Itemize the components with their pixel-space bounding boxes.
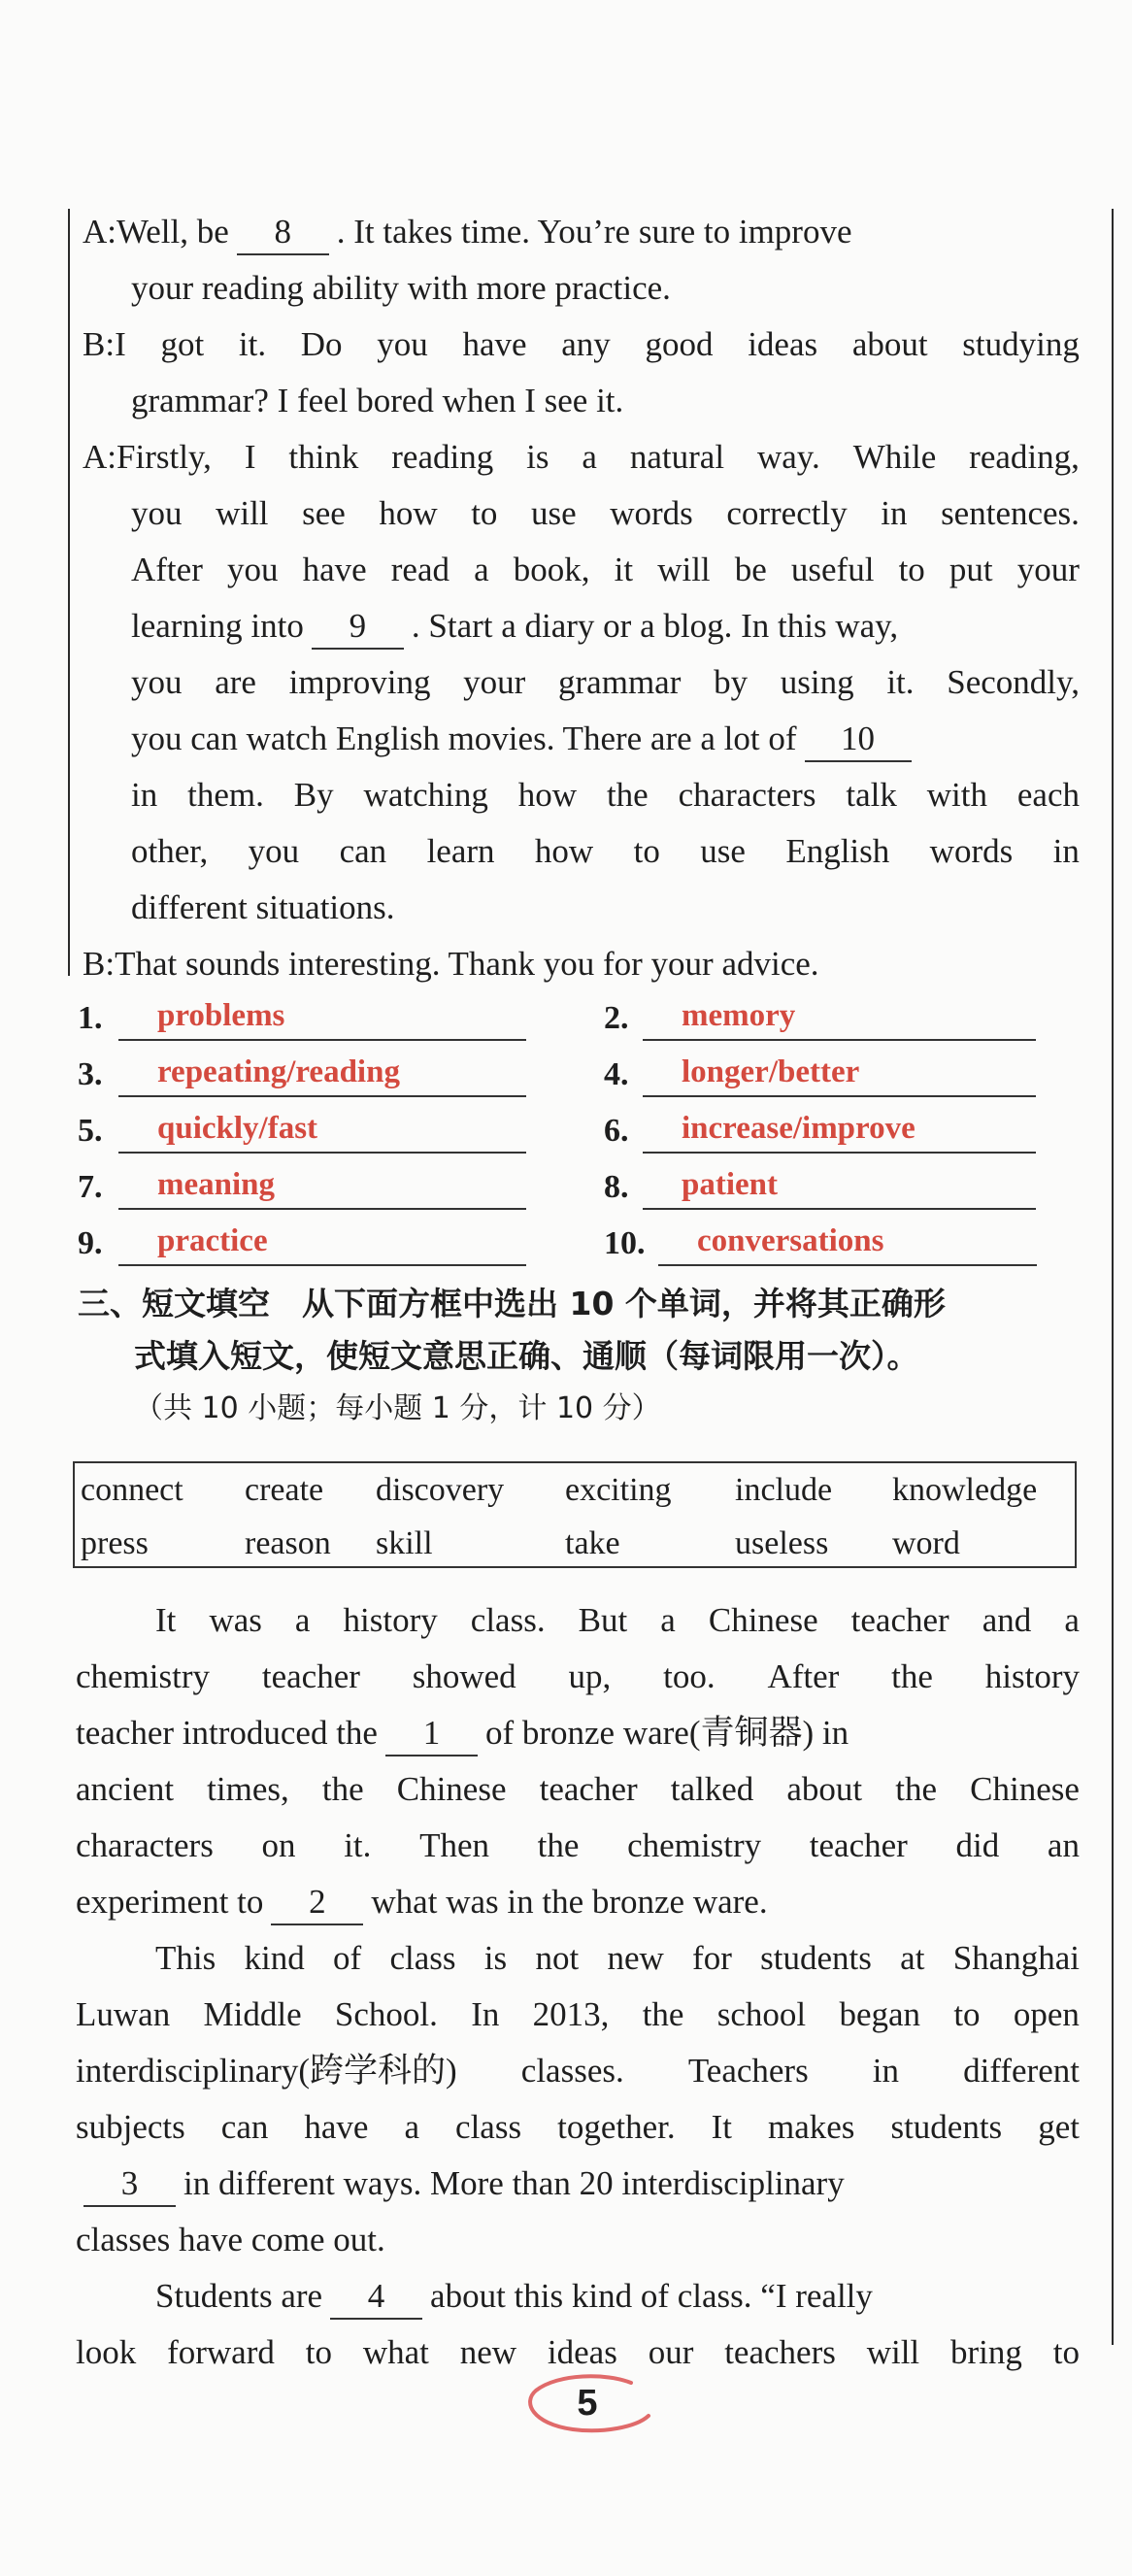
word: what: [362, 2333, 429, 2371]
word: have: [462, 325, 527, 363]
word: of: [333, 1939, 362, 1977]
word: students: [890, 2108, 1003, 2146]
word: way.: [757, 438, 820, 476]
word: the: [606, 776, 649, 814]
word: book,: [513, 551, 590, 588]
text-line: [76, 1818, 1080, 1874]
line-text: in different ways. More than 20 interdisciplinary: [183, 2164, 845, 2202]
word: teachers: [724, 2333, 836, 2371]
word: bring: [950, 2333, 1022, 2371]
word: makes: [768, 2108, 855, 2146]
word: It: [155, 1601, 177, 1639]
word: read: [390, 551, 449, 588]
word: history: [984, 1657, 1080, 1695]
word-bank-word: take: [565, 1525, 620, 1561]
answer-number: 7.: [78, 1169, 103, 1205]
word: to: [305, 2333, 332, 2371]
answer-row: [0, 1103, 1132, 1159]
word: other,: [131, 832, 209, 870]
text-line: different situations.: [131, 888, 395, 926]
text-line: [131, 598, 1132, 654]
word: Shanghai: [952, 1939, 1080, 1977]
word: English: [785, 832, 890, 870]
word: it.: [344, 1826, 372, 1864]
word: it.: [886, 663, 915, 701]
line-text: A:Well, be: [83, 213, 229, 251]
word: words: [610, 494, 693, 532]
word: words: [929, 832, 1014, 870]
word: about: [786, 1770, 863, 1808]
word: In: [471, 1995, 500, 2033]
word-bank-word: create: [245, 1472, 324, 1508]
word: teacher: [539, 1770, 638, 1808]
word: the: [895, 1770, 938, 1808]
word: did: [955, 1826, 1000, 1864]
word: together.: [557, 2108, 676, 2146]
word: the: [537, 1826, 580, 1864]
word: with: [926, 776, 987, 814]
word: by: [714, 663, 749, 701]
word: Secondly,: [947, 663, 1080, 701]
word: While: [852, 438, 937, 476]
word-bank-word: include: [735, 1472, 833, 1508]
word: a: [474, 551, 489, 588]
word: how: [517, 776, 578, 814]
word: improving: [288, 663, 431, 701]
word: subjects: [76, 2108, 185, 2146]
line-text: teacher introduced the: [76, 1714, 378, 1752]
word: and: [982, 1601, 1032, 1639]
word: watching: [363, 776, 488, 814]
word: times,: [207, 1770, 289, 1808]
word: was: [209, 1601, 262, 1639]
word: B:I: [83, 325, 126, 363]
word: the: [891, 1657, 933, 1695]
word: students: [760, 1939, 872, 1977]
blank-number: 3: [83, 2162, 176, 2207]
word: to: [953, 1995, 981, 2033]
word: good: [645, 325, 714, 363]
word: teacher: [809, 1826, 908, 1864]
answer-value: increase/improve: [643, 1103, 1036, 1154]
word: to: [633, 832, 660, 870]
word: an: [1047, 1826, 1080, 1864]
word: a: [1064, 1601, 1080, 1639]
word: A:Firstly,: [83, 438, 212, 476]
section-title-line-1: 三、短文填空 从下面方框中选出 10 个单词，并将其正确形: [78, 1285, 946, 1322]
text-line: [155, 2268, 1132, 2325]
word: Do: [300, 325, 343, 363]
word: class: [455, 2108, 522, 2146]
word: how: [534, 832, 594, 870]
word: After: [767, 1657, 840, 1695]
answer-row: [0, 1216, 1132, 1272]
answer-number: 1.: [78, 1000, 103, 1036]
text-line: [131, 485, 1080, 542]
answer-number: 4.: [604, 1056, 629, 1092]
text-line: [76, 2099, 1080, 2156]
word: new: [459, 2333, 517, 2371]
word: Middle: [203, 1995, 302, 2033]
word: ideas: [748, 325, 818, 363]
word: forward: [167, 2333, 275, 2371]
blank-number: 4: [330, 2275, 422, 2320]
text-line: [76, 1987, 1080, 2043]
word: reading,: [969, 438, 1080, 476]
left-margin-rule: [68, 209, 70, 976]
word-bank-word: word: [892, 1525, 960, 1561]
word-bank-word: skill: [376, 1525, 433, 1561]
word: the: [321, 1770, 364, 1808]
word: This: [155, 1939, 216, 1977]
word: different: [963, 2052, 1080, 2090]
answer-value: conversations: [658, 1216, 1037, 1266]
word: Luwan: [76, 1995, 171, 2033]
word: using: [780, 663, 854, 701]
word: have: [304, 2108, 369, 2146]
word: you: [248, 832, 300, 870]
word: is: [483, 1939, 508, 1977]
word: will: [216, 494, 269, 532]
word: Then: [419, 1826, 489, 1864]
word: Chinese: [396, 1770, 507, 1808]
word: chemistry: [627, 1826, 762, 1864]
line-text: you can watch English movies. There are a lot of: [131, 719, 797, 757]
word: classes.: [520, 2052, 624, 2090]
word: is: [526, 438, 549, 476]
word: learn: [426, 832, 495, 870]
text-line: grammar? I feel bored when I see it.: [131, 382, 624, 419]
answer-number: 9.: [78, 1225, 103, 1261]
answer-row: [0, 990, 1132, 1047]
text-line: [76, 2043, 1080, 2099]
text-line: [83, 204, 1132, 260]
word-bank-word: press: [81, 1525, 149, 1561]
page-number: 5: [577, 2383, 598, 2424]
word: a: [294, 1601, 311, 1639]
word-bank-word: useless: [735, 1525, 829, 1561]
word: it.: [238, 325, 267, 363]
line-text: . Start a diary or a blog. In this way,: [411, 607, 899, 645]
word: to: [1052, 2333, 1080, 2371]
answer-value: repeating/reading: [118, 1047, 526, 1097]
word: a: [404, 2108, 420, 2146]
line-text: . It takes time. You’re sure to improve: [336, 213, 852, 251]
word: teacher: [261, 1657, 360, 1695]
answer-row: [0, 1159, 1132, 1216]
text-line: [131, 823, 1080, 880]
line-text: learning into: [131, 607, 304, 645]
word: reading: [391, 438, 494, 476]
word: But: [578, 1601, 628, 1639]
word: ideas: [547, 2333, 617, 2371]
word: can: [339, 832, 387, 870]
line-text: about this kind of class. “I really: [430, 2277, 873, 2315]
word: Chinese: [970, 1770, 1080, 1808]
word: ancient: [76, 1770, 175, 1808]
text-line: [83, 317, 1080, 373]
word: history: [343, 1601, 438, 1639]
word: at: [900, 1939, 925, 1977]
line-text: of bronze ware(青铜器) in: [484, 1714, 849, 1752]
word: be: [734, 551, 767, 588]
line-text: what was in the bronze ware.: [371, 1883, 768, 1921]
word: I: [244, 438, 256, 476]
word: use: [700, 832, 746, 870]
answer-number: 3.: [78, 1056, 103, 1092]
answer-value: patient: [643, 1159, 1036, 1210]
word: began: [839, 1995, 921, 2033]
word: to: [471, 494, 498, 532]
word: teacher: [850, 1601, 949, 1639]
word: showed: [412, 1657, 516, 1695]
word: a: [660, 1601, 676, 1639]
word: characters: [76, 1826, 214, 1864]
word: use: [530, 494, 577, 532]
word: them.: [187, 776, 264, 814]
word: not: [535, 1939, 580, 1977]
blank-number: 1: [385, 1712, 478, 1756]
word: you: [131, 663, 183, 701]
word-bank-word: connect: [81, 1472, 183, 1508]
word-bank-word: knowledge: [892, 1472, 1038, 1508]
answer-number: 6.: [604, 1113, 629, 1149]
text-line: [76, 1649, 1080, 1705]
word: think: [288, 438, 359, 476]
word: about: [851, 325, 928, 363]
word: put: [949, 551, 993, 588]
word: sentences.: [941, 494, 1080, 532]
page-number-badge: [515, 2369, 660, 2437]
word-bank-word: discovery: [376, 1472, 505, 1508]
word: characters: [678, 776, 816, 814]
word: you: [226, 551, 279, 588]
word: to: [898, 551, 925, 588]
word: you: [131, 494, 183, 532]
word: your: [463, 663, 526, 701]
section-title-line-2: 式填入短文，使短文意思正确、通顺（每词限用一次）。: [134, 1337, 919, 1375]
answer-number: 5.: [78, 1113, 103, 1149]
text-line: [131, 542, 1080, 598]
word: will: [866, 2333, 920, 2371]
word: how: [379, 494, 438, 532]
text-line: [83, 429, 1080, 485]
word: correctly: [726, 494, 848, 532]
word: got: [160, 325, 205, 363]
word: open: [1013, 1995, 1080, 2033]
word: a: [582, 438, 597, 476]
blank-number: 10: [805, 718, 912, 762]
answer-number: 8.: [604, 1169, 629, 1205]
word-bank-word: reason: [245, 1525, 331, 1561]
word: in: [872, 2052, 900, 2090]
text-line: [76, 1761, 1080, 1818]
word: in: [131, 776, 158, 814]
answer-value: longer/better: [643, 1047, 1036, 1097]
word-bank-box: [73, 1461, 1077, 1568]
word: 2013,: [532, 1995, 610, 2033]
word: get: [1038, 2108, 1080, 2146]
text-line: [76, 2156, 1132, 2212]
word-bank-word: exciting: [565, 1472, 672, 1508]
text-line: [131, 767, 1080, 823]
answer-value: meaning: [118, 1159, 526, 1210]
word: talk: [846, 776, 897, 814]
word: new: [607, 1939, 664, 1977]
word: School.: [334, 1995, 438, 2033]
word: After: [131, 551, 203, 588]
answer-value: memory: [643, 990, 1036, 1041]
word: studying: [962, 325, 1080, 363]
word: will: [657, 551, 711, 588]
blank-number: 9: [312, 605, 404, 650]
text-line: [131, 711, 1132, 767]
word: natural: [629, 438, 725, 476]
word: Teachers: [687, 2052, 809, 2090]
line-text: experiment to: [76, 1883, 264, 1921]
section-score-note: （共 10 小题；每小题 1 分，计 10 分）: [134, 1391, 661, 1425]
text-line: [155, 1930, 1080, 1987]
word: kind: [244, 1939, 305, 1977]
word: any: [561, 325, 611, 363]
word: the: [642, 1995, 684, 2033]
word: chemistry: [76, 1657, 211, 1695]
answer-number: 2.: [604, 1000, 629, 1036]
answer-value: problems: [118, 990, 526, 1041]
word: your: [1016, 551, 1080, 588]
word: class.: [470, 1601, 546, 1639]
word: up,: [568, 1657, 612, 1695]
word: on: [261, 1826, 296, 1864]
text-line: [131, 654, 1080, 711]
word: can: [220, 2108, 269, 2146]
word: grammar: [558, 663, 682, 701]
text-line: your reading ability with more practice.: [131, 269, 671, 307]
word: in: [881, 494, 908, 532]
word: have: [302, 551, 367, 588]
word: see: [302, 494, 346, 532]
word: you: [377, 325, 428, 363]
word: class: [389, 1939, 456, 1977]
word: are: [215, 663, 256, 701]
text-line: classes have come out.: [76, 2221, 385, 2258]
word: useful: [790, 551, 875, 588]
answer-number: 10.: [604, 1225, 646, 1261]
blank-number: 8: [237, 211, 329, 255]
word: talked: [670, 1770, 754, 1808]
word: school: [716, 1995, 807, 2033]
word: it: [614, 551, 634, 588]
text-line: B:That sounds interesting. Thank you for your advice.: [83, 945, 819, 983]
word: By: [293, 776, 334, 814]
text-line: [76, 1705, 1132, 1761]
word: for: [692, 1939, 732, 1977]
word: interdisciplinary(跨学科的): [76, 2052, 457, 2090]
word: our: [648, 2333, 694, 2371]
word: Chinese: [708, 1601, 818, 1639]
text-line: [155, 1592, 1080, 1649]
word: in: [1052, 832, 1080, 870]
answer-value: practice: [118, 1216, 526, 1266]
word: each: [1016, 776, 1080, 814]
word: too.: [663, 1657, 716, 1695]
word: look: [76, 2333, 137, 2371]
word: It: [711, 2108, 732, 2146]
text-line: [76, 1874, 1132, 1930]
blank-number: 2: [271, 1881, 363, 1925]
answer-value: quickly/fast: [118, 1103, 526, 1154]
answer-row: [0, 1047, 1132, 1103]
line-text: Students are: [155, 2277, 323, 2315]
